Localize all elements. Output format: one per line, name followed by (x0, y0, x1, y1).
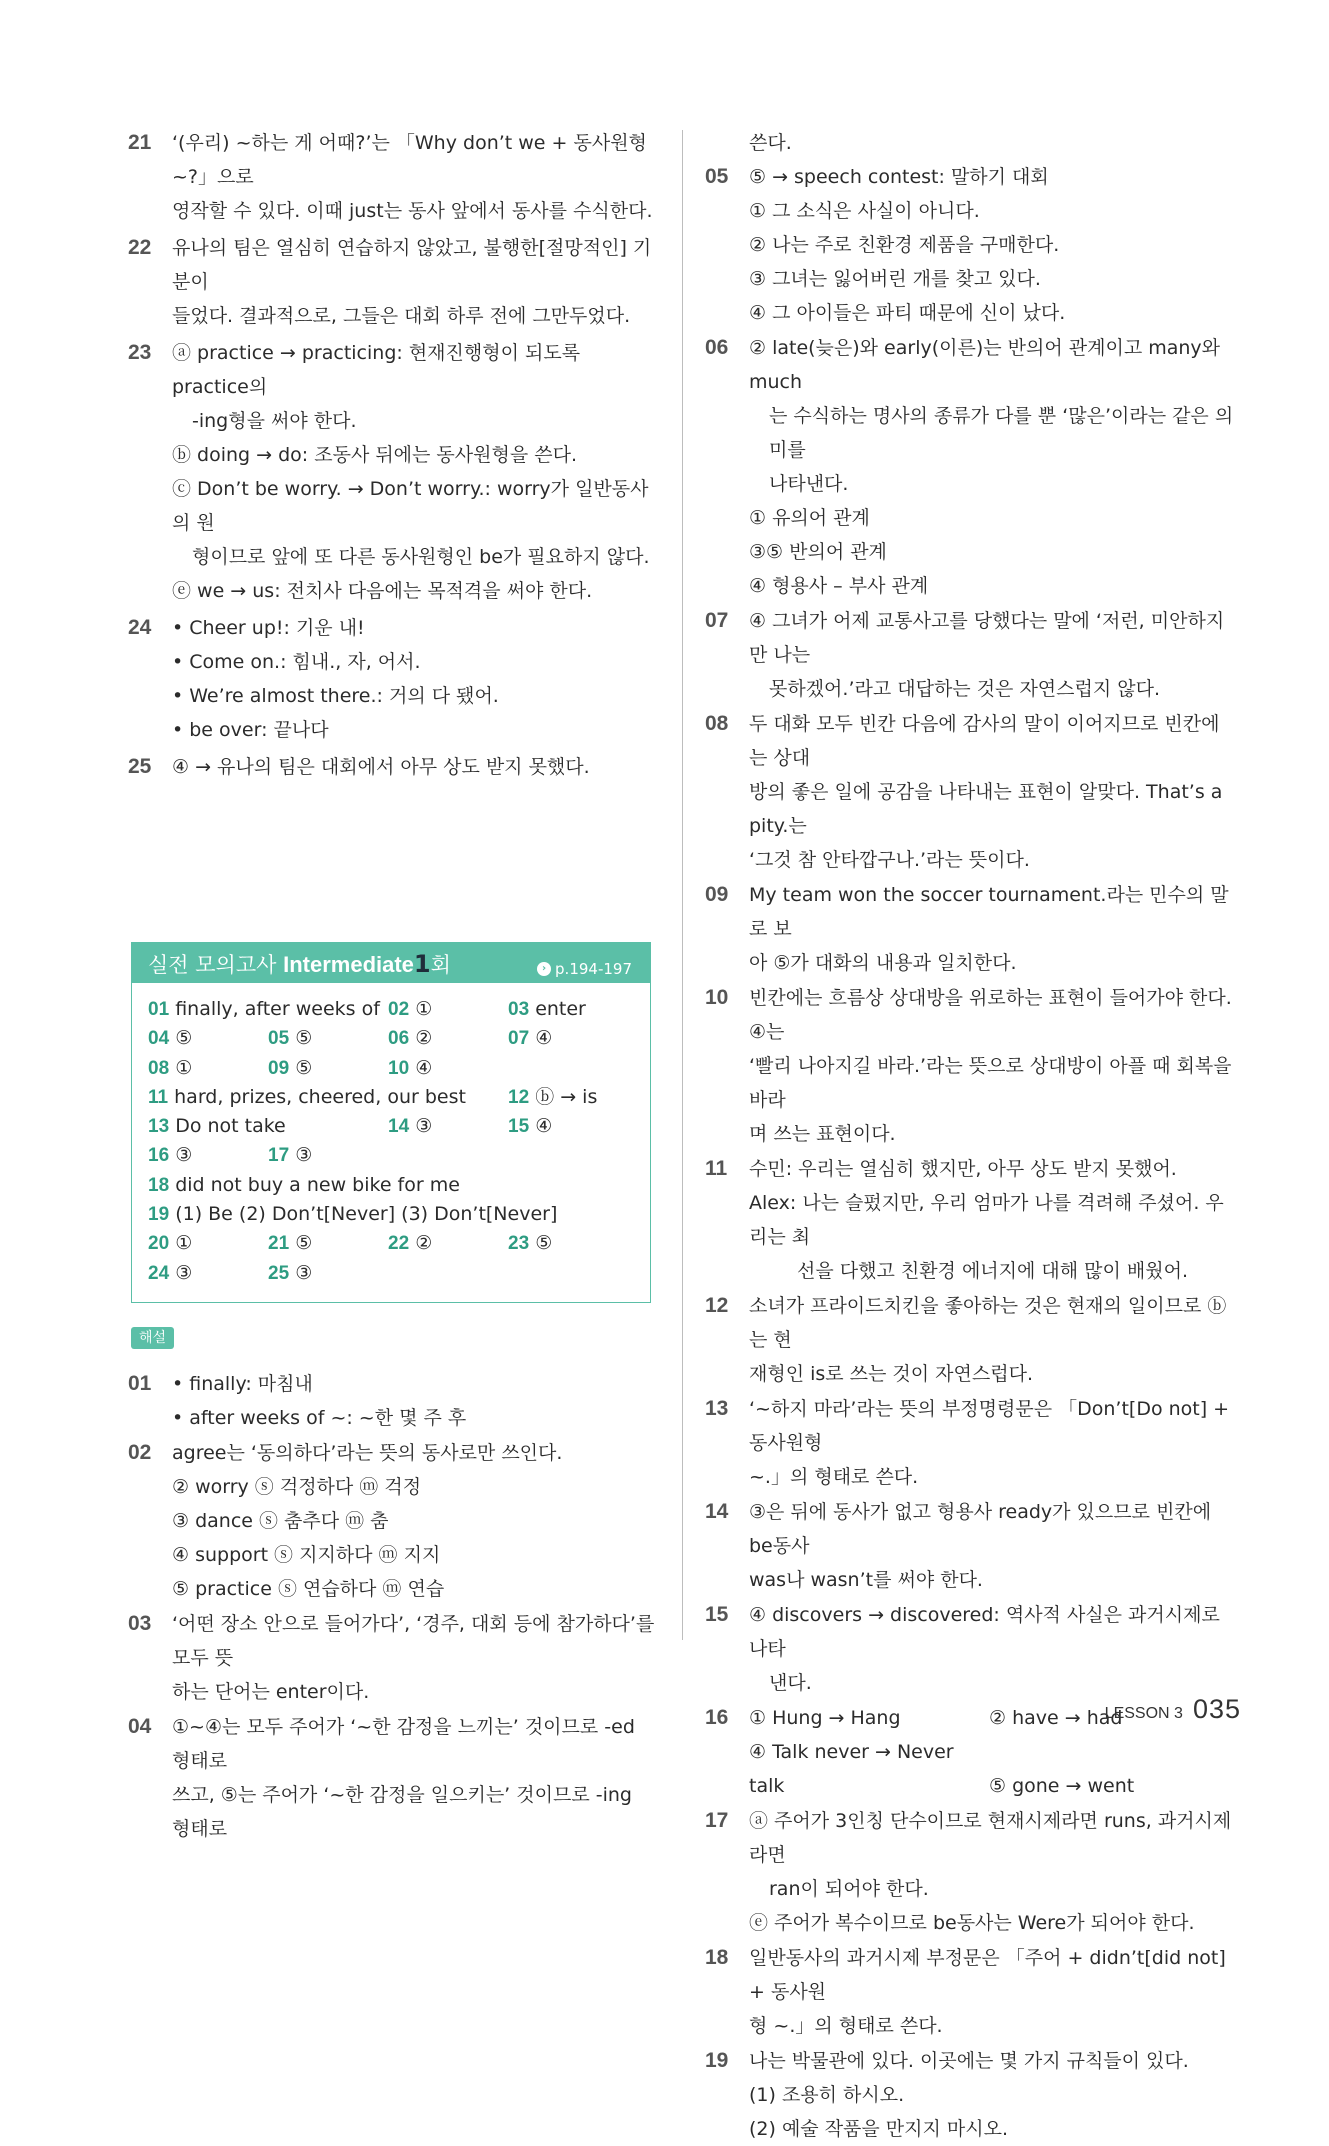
answer-item (148, 1171, 628, 1200)
answer-number: 22 (388, 1233, 410, 1255)
answer-text: ⑤ (175, 1027, 193, 1050)
text-line: • after weeks of ~: ~한 몇 주 후 (172, 1406, 467, 1429)
answer-key-body (132, 983, 650, 1302)
right-column (705, 126, 1237, 2146)
answer-number: 14 (388, 1116, 410, 1138)
text-line: 쓴다. (749, 132, 792, 154)
item-number: 07 (705, 609, 729, 632)
explanation-23 (128, 336, 656, 608)
item-number: 11 (705, 1157, 728, 1180)
text-line: ‘(우리) ~하는 게 어때?’는 「Why don’t we + 동사원형 ~?」으로 (172, 132, 647, 188)
answer-item (148, 995, 388, 1024)
text-line: (2) 예술 작품을 만지지 마시오. (749, 2118, 1009, 2140)
answer-item (148, 1200, 628, 1229)
answer-number: 25 (268, 1262, 290, 1284)
text-line: ③은 뒤에 동사가 없고 형용사 ready가 있으므로 빈칸에 be동사 (749, 1501, 1212, 1557)
answer-item (508, 1229, 628, 1258)
text-line: ⓔ 주어가 복수이므로 be동사는 Were가 되어야 한다. (749, 1912, 1195, 1934)
explanation-01 (128, 1367, 656, 1435)
item-number: 16 (705, 1706, 729, 1729)
text-line: • We’re almost there.: 거의 다 됐어. (172, 685, 499, 707)
page-footer (1105, 1694, 1241, 1725)
text-line: ‘~하지 마라’라는 뜻의 부정명령문은 「Don’t[Do not] + 동사원형 (749, 1398, 1230, 1454)
text-line: My team won the soccer tournament.라는 민수의 말로 보 (749, 884, 1229, 940)
answer-item (508, 1083, 628, 1112)
answer-number: 15 (508, 1116, 530, 1138)
text-line: 형이므로 앞에 또 다른 동사원형인 be가 필요하지 않다. (192, 546, 650, 568)
answer-number: 02 (388, 999, 410, 1020)
text-line: 빈칸에는 흐름상 상대방을 위로하는 표현이 들어가야 한다. ④는 (749, 987, 1232, 1043)
answer-number: 13 (148, 1116, 170, 1138)
page-number: 035 (1192, 1694, 1241, 1724)
item-number: 14 (705, 1500, 729, 1523)
item-number: 15 (705, 1603, 729, 1626)
item-number: 22 (128, 236, 152, 259)
answer-item (148, 1259, 268, 1288)
title-level: Intermediate (283, 952, 414, 977)
continuation (705, 126, 1237, 160)
answer-text: ⓑ → is (535, 1085, 598, 1108)
text-line: 며 쓰는 표현이다. (749, 1123, 896, 1145)
answer-text: ② (415, 1232, 433, 1255)
answer-text: did not buy a new bike for me (175, 1173, 460, 1196)
answer-number: 12 (508, 1086, 530, 1108)
text-line: Alex: 나는 슬펐지만, 우리 엄마가 나를 격려해 주셨어. 우리는 최 (749, 1192, 1224, 1248)
answer-number: 16 (148, 1145, 170, 1167)
left-column (128, 126, 656, 1846)
answer-number: 18 (148, 1174, 170, 1196)
text-line: ⑤ → speech contest: 말하기 대회 (749, 166, 1049, 188)
answer-text: hard, prizes, cheered, our best (174, 1085, 466, 1108)
item-number: 24 (128, 616, 152, 639)
explanation-19 (705, 2044, 1237, 2146)
text-line: 들었다. 결과적으로, 그들은 대회 하루 전에 그만두었다. (172, 305, 631, 327)
explanation-03 (128, 1607, 656, 1709)
answer-number: 03 (508, 999, 530, 1020)
text-line: 영작할 수 있다. 이때 just는 동사 앞에서 동사를 수식한다. (172, 200, 653, 222)
answer-key-box (131, 942, 651, 1303)
answer-number: 05 (268, 1028, 290, 1050)
answer-number: 08 (148, 1057, 170, 1079)
text-line: 못하겠어.’라고 대답하는 것은 자연스럽지 않다. (769, 678, 1161, 700)
explanation-21 (128, 126, 656, 228)
explanation-25 (128, 750, 656, 784)
answer-text: ④ (415, 1056, 433, 1079)
arrow-right-icon: › (537, 962, 551, 976)
answer-number: 23 (508, 1233, 530, 1255)
explanation-06 (705, 331, 1237, 603)
explanation-14 (705, 1495, 1237, 1597)
answer-text: ① (175, 1232, 193, 1255)
text-line: ⓐ 주어가 3인칭 단수이므로 현재시제라면 runs, 과거시제라면 (749, 1810, 1232, 1866)
answer-item (268, 1054, 388, 1083)
answer-text: Do not take (175, 1115, 286, 1138)
answer-text: ② (415, 1027, 433, 1050)
title-prefix: 실전 모의고사 (148, 953, 277, 977)
text-line: • Come on.: 힘내., 자, 어서. (172, 651, 421, 673)
text-line (749, 1735, 1237, 1803)
answer-text: ① (175, 1056, 193, 1079)
text-line: ② late(늦은)와 early(이른)는 반의어 관계이고 many와 much (749, 337, 1221, 393)
text-line: ④ discovers → discovered: 역사적 사실은 과거시제로 나타 (749, 1604, 1220, 1660)
answer-text: ⑤ (295, 1027, 313, 1050)
item-number: 10 (705, 986, 729, 1009)
answer-text: ③ (175, 1144, 193, 1167)
text-line: ①~④는 모두 주어가 ‘~한 감정을 느끼는’ 것이므로 -ed 형태로 (172, 1715, 635, 1772)
answer-item (388, 995, 508, 1024)
text-line: 는 수식하는 명사의 종류가 다를 뿐 ‘많은’이라는 같은 의미를 (769, 405, 1234, 461)
text-line: 아 ⑤가 대화의 내용과 일치한다. (749, 952, 1017, 974)
answer-text: ③ (295, 1261, 313, 1284)
answer-item (148, 1083, 508, 1112)
page-range: p.194-197 (555, 960, 632, 978)
item-number: 17 (705, 1809, 729, 1832)
answer-item (268, 1229, 388, 1258)
explanation-04 (128, 1710, 656, 1846)
text-line: ① 유의어 관계 (749, 507, 870, 529)
answer-item (148, 1141, 268, 1170)
title-number: 1 (413, 950, 431, 978)
answer-key-header (132, 943, 650, 983)
answer-number: 04 (148, 1028, 170, 1050)
text-line: • be over: 끝나다 (172, 719, 329, 741)
answer-number: 11 (148, 1086, 169, 1108)
answer-item (268, 1141, 388, 1170)
explanation-12 (705, 1289, 1237, 1391)
explanation-24 (128, 611, 656, 747)
text-line: 방의 좋은 일에 공감을 나타내는 표현이 알맞다. That’s a pity.는 (749, 781, 1223, 837)
text-line: ③ 그녀는 잃어버린 개를 찾고 있다. (749, 268, 1041, 290)
item-number: 23 (128, 341, 152, 364)
answer-text: ⑤ (535, 1232, 553, 1255)
explanation-11 (705, 1152, 1237, 1288)
text-line: 나타낸다. (769, 473, 849, 495)
item-number: 01 (128, 1371, 152, 1395)
explanation-22 (128, 231, 656, 333)
answer-text: ① (415, 998, 433, 1020)
answer-item (388, 1024, 508, 1053)
answer-item (508, 1112, 628, 1141)
answer-number: 09 (268, 1057, 290, 1079)
item-number: 12 (705, 1294, 729, 1317)
empty-cell (388, 1141, 628, 1170)
answer-item (148, 1112, 388, 1141)
answer-item (148, 1024, 268, 1053)
title-suffix: 회 (430, 953, 451, 977)
answer-item (148, 1229, 268, 1258)
item-number: 09 (705, 883, 729, 906)
text-line: 쓰고, ⑤는 주어가 ‘~한 감정을 일으키는’ 것이므로 -ing 형태로 (172, 1783, 632, 1840)
text-line: 낸다. (769, 1672, 812, 1694)
text-line: ③ dance ⓢ 춤추다 ⓜ 춤 (172, 1509, 389, 1532)
text-line: ⓔ we → us: 전치사 다음에는 목적격을 써야 한다. (172, 580, 593, 602)
item-number: 04 (128, 1714, 152, 1738)
text-line: ④ 그 아이들은 파티 때문에 신이 났다. (749, 302, 1066, 324)
answer-text: ③ (175, 1261, 193, 1284)
text-line: 나는 박물관에 있다. 이곳에는 몇 가지 규칙들이 있다. (749, 2050, 1189, 2072)
text-line: ~.」의 형태로 쓴다. (749, 1466, 919, 1488)
text-line: ① 그 소식은 사실이 아니다. (749, 200, 980, 222)
item-number: 25 (128, 755, 152, 778)
empty-cell (508, 1054, 628, 1083)
item-number: 18 (705, 1946, 729, 1969)
item-number: 03 (128, 1611, 152, 1635)
text-line: 유나의 팀은 열심히 연습하지 않았고, 불행한[절망적인] 기분이 (172, 237, 652, 293)
item-number: 13 (705, 1397, 729, 1420)
correction-2: ② have → had (989, 1707, 1123, 1729)
text-line: • finally: 마침내 (172, 1372, 313, 1395)
text-line: 수민: 우리는 열심히 했지만, 아무 상도 받지 못했어. (749, 1158, 1177, 1180)
correction-1: ① Hung → Hang (749, 1707, 901, 1729)
text-line: ⓑ doing → do: 조동사 뒤에는 동사원형을 쓴다. (172, 444, 577, 466)
text-line: • Cheer up!: 기운 내! (172, 617, 365, 639)
answer-item (268, 1259, 388, 1288)
answer-number: 24 (148, 1262, 170, 1284)
correction-5: ⑤ gone → went (989, 1775, 1135, 1797)
text-line: ④ support ⓢ 지지하다 ⓜ 지지 (172, 1543, 441, 1566)
answer-text: ④ (535, 1115, 553, 1138)
answer-item (508, 995, 628, 1024)
lesson-label: LESSON 3 (1104, 1705, 1183, 1722)
answer-item (268, 1024, 388, 1053)
answer-text: ④ (535, 1027, 553, 1050)
answer-text: ③ (415, 1115, 433, 1138)
explanation-13 (705, 1392, 1237, 1494)
item-number: 05 (705, 165, 729, 188)
explanation-02 (128, 1436, 656, 1606)
spacer (128, 784, 656, 942)
answer-item (388, 1112, 508, 1141)
correction-4: ④ Talk never → Never talk (749, 1741, 954, 1797)
text-line: (1) 조용히 하시오. (749, 2084, 905, 2106)
text-line: was나 wasn’t를 써야 한다. (749, 1569, 983, 1591)
explanation-08 (705, 707, 1237, 877)
item-number: 02 (128, 1440, 152, 1464)
text-line: ‘어떤 장소 안으로 들어가다’, ‘경주, 대회 등에 참가하다’를 모두 뜻 (172, 1612, 655, 1669)
answer-number: 21 (268, 1233, 290, 1255)
item-number: 21 (128, 131, 152, 154)
answer-item (148, 1054, 268, 1083)
answer-text: ⑤ (295, 1232, 313, 1255)
text-line: 일반동사의 과거시제 부정문은 「주어 + didn’t[did not] + 동사원 (749, 1947, 1226, 2003)
answer-text: (1) Be (2) Don’t[Never] (3) Don’t[Never] (175, 1203, 558, 1226)
text-line: ⑤ practice ⓢ 연습하다 ⓜ 연습 (172, 1577, 445, 1600)
explanation-badge: 해설 (131, 1327, 174, 1349)
explanation-17 (705, 1804, 1237, 1940)
answer-number: 10 (388, 1057, 410, 1079)
answer-item (388, 1054, 508, 1083)
explanation-05 (705, 160, 1237, 330)
explanation-10 (705, 981, 1237, 1151)
explanation-15 (705, 1598, 1237, 1700)
text-line: ④ → 유나의 팀은 대회에서 아무 상도 받지 못했다. (172, 756, 590, 778)
item-number: 08 (705, 712, 729, 735)
text-line: ③⑤ 반의어 관계 (749, 541, 887, 563)
answer-number: 19 (148, 1204, 170, 1226)
column-divider (682, 130, 683, 1640)
text-line: ② 나는 주로 친환경 제품을 구매한다. (749, 234, 1060, 256)
text-line: ⓒ Don’t be worry. → Don’t worry.: worry가 일반동사의 원 (172, 478, 649, 534)
answer-item (388, 1229, 508, 1258)
text-line: 두 대화 모두 빈칸 다음에 감사의 말이 이어지므로 빈칸에는 상대 (749, 713, 1220, 769)
answer-key-title (148, 947, 451, 982)
explanation-07 (705, 604, 1237, 706)
answer-grid (148, 995, 634, 1288)
page-reference (537, 952, 632, 986)
text-line: ④ 형용사 – 부사 관계 (749, 575, 929, 597)
text-line: ‘빨리 나아지길 바라.’라는 뜻으로 상대방이 아플 때 회복을 바라 (749, 1055, 1232, 1111)
item-number: 06 (705, 336, 729, 359)
text-line: -ing형을 써야 한다. (192, 410, 357, 432)
answer-text: ⑤ (295, 1056, 313, 1079)
answer-number: 06 (388, 1028, 410, 1050)
text-line: agree는 ‘동의하다’라는 뜻의 동사로만 쓰인다. (172, 1441, 563, 1464)
explanation-18 (705, 1941, 1237, 2043)
answer-number: 20 (148, 1233, 170, 1255)
explanation-09 (705, 878, 1237, 980)
text-line: ⓐ practice → practicing: 현재진행형이 되도록 practice의 (172, 342, 581, 398)
text-line: 재형인 is로 쓰는 것이 자연스럽다. (749, 1363, 1033, 1385)
text-line: 형 ~.」의 형태로 쓴다. (749, 2015, 943, 2037)
text-line: ran이 되어야 한다. (769, 1878, 929, 1900)
answer-text: ③ (295, 1144, 313, 1167)
text-line: ④ 그녀가 어제 교통사고를 당했다는 말에 ‘저런, 미안하지만 나는 (749, 610, 1225, 666)
text-line: 소녀가 프라이드치킨을 좋아하는 것은 현재의 일이므로 ⓑ는 현 (749, 1295, 1227, 1351)
answer-number: 07 (508, 1028, 530, 1050)
answer-text: enter (535, 998, 586, 1020)
text-line: ‘그것 참 안타깝구나.’라는 뜻이다. (749, 849, 1030, 871)
text-line: 하는 단어는 enter이다. (172, 1680, 370, 1703)
item-number: 19 (705, 2049, 729, 2072)
answer-text: finally, after weeks of (175, 998, 380, 1020)
answer-number: 17 (268, 1145, 290, 1167)
text-line: ② worry ⓢ 걱정하다 ⓜ 걱정 (172, 1475, 422, 1498)
answer-item (508, 1024, 628, 1053)
answer-number: 01 (148, 999, 170, 1020)
text-line: 선을 다했고 친환경 에너지에 대해 많이 배웠어. (797, 1260, 1189, 1282)
